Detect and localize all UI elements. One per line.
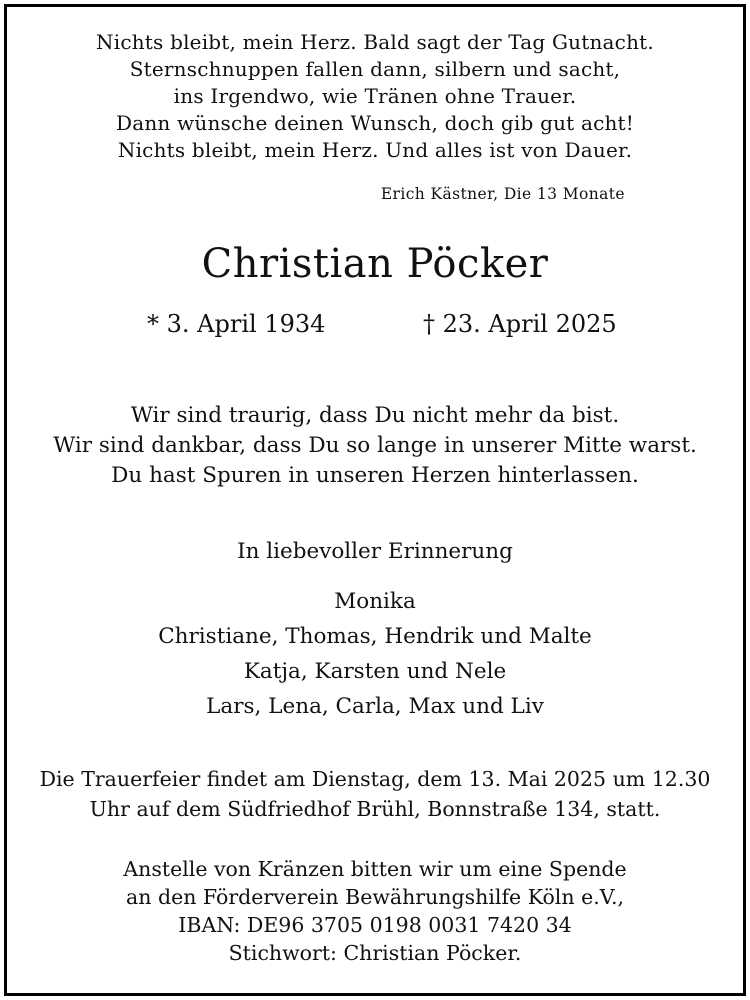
mourner-names [7,584,743,724]
message-line: Wir sind dankbar, dass Du so lange in unserer Mitte warst. [53,433,697,458]
death-date: † 23. April 2025 [423,310,617,338]
poem-line: Nichts bleibt, mein Herz. Und alles ist von Dauer. [117,138,633,162]
deceased-name: Christian Pöcker [201,241,549,287]
donation-iban: IBAN: DE96 3705 0198 0031 7420 34 [178,913,572,937]
poem [7,29,743,164]
mourner-line: Monika [334,589,416,614]
message-line: Wir sind traurig, dass Du nicht mehr da bist. [130,403,620,428]
funeral-service-notice [7,764,743,824]
poem-line: ins Irgendwo, wie Tränen ohne Trauer. [173,84,577,108]
poem-line: Sternschnuppen fallen dann, silbern und sacht, [129,57,621,81]
obituary-frame [4,4,746,996]
birth-date: * 3. April 1934 [147,310,326,338]
service-line: Die Trauerfeier findet am Dienstag, dem 13. Mai 2025 um 12.30 [39,767,711,791]
poem-line: Dann wünsche deinen Wunsch, doch gib gut acht! [115,111,635,135]
message-line: Du hast Spuren in unseren Herzen hinterlassen. [111,463,639,488]
poem-line: Nichts bleibt, mein Herz. Bald sagt der Tag Gutnacht. [96,30,654,54]
donation-notice [7,855,743,967]
mourning-message [7,401,743,491]
service-line: Uhr auf dem Südfriedhof Brühl, Bonnstraße 134, statt. [89,797,661,821]
donation-reference: Stichwort: Christian Pöcker. [228,941,522,965]
mourner-line: Lars, Lena, Carla, Max und Liv [206,694,544,719]
donation-line: Anstelle von Kränzen bitten wir um eine Spende [123,857,627,881]
mourner-line: Christiane, Thomas, Hendrik und Malte [158,624,592,649]
mourner-line: Katja, Karsten und Nele [243,659,507,684]
memory-intro: In liebevoller Erinnerung [237,539,513,564]
poem-attribution: Erich Kästner, Die 13 Monate [380,185,625,203]
donation-line: an den Förderverein Bewährungshilfe Köln e.V., [126,885,624,909]
